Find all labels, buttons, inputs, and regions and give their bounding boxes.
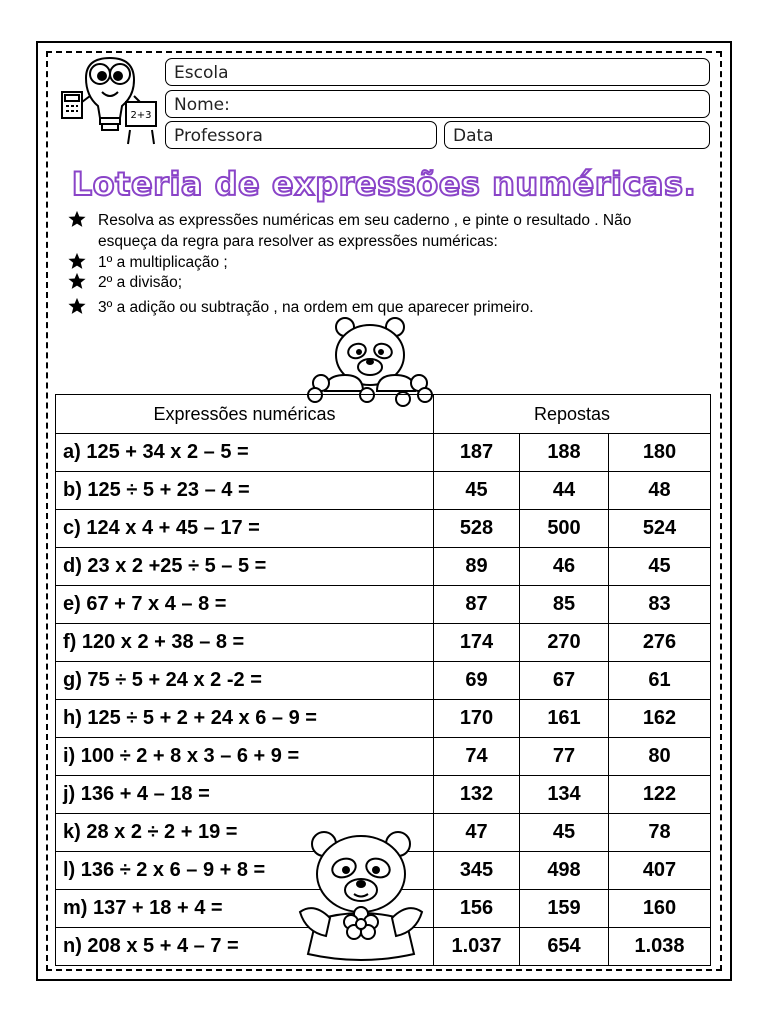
data-field[interactable] xyxy=(444,121,710,149)
instruction-item-2 xyxy=(68,252,708,273)
instruction-text: 2º a divisão; xyxy=(98,274,183,291)
escola-label: Escola xyxy=(174,63,229,83)
answer-cell[interactable]: 500 xyxy=(520,510,609,548)
answer-cell[interactable]: 1.038 xyxy=(609,928,711,966)
answer-cell[interactable]: 69 xyxy=(434,662,520,700)
expression-cell: k) 28 x 2 ÷ 2 + 19 = xyxy=(56,814,434,852)
expression-cell: j) 136 + 4 – 18 = xyxy=(56,776,434,814)
expression-cell: g) 75 ÷ 5 + 24 x 2 -2 = xyxy=(56,662,434,700)
expression-cell: h) 125 ÷ 5 + 2 + 24 x 6 – 9 = xyxy=(56,700,434,738)
answer-cell[interactable]: 134 xyxy=(520,776,609,814)
answer-cell[interactable]: 156 xyxy=(434,890,520,928)
expression-cell: d) 23 x 2 +25 ÷ 5 – 5 = xyxy=(56,548,434,586)
answer-cell[interactable]: 67 xyxy=(520,662,609,700)
answer-cell[interactable]: 89 xyxy=(434,548,520,586)
answer-cell[interactable]: 407 xyxy=(609,852,711,890)
answer-cell[interactable]: 61 xyxy=(609,662,711,700)
expression-cell: f) 120 x 2 + 38 – 8 = xyxy=(56,624,434,662)
answer-cell[interactable]: 276 xyxy=(609,624,711,662)
answer-cell[interactable]: 80 xyxy=(609,738,711,776)
answer-cell[interactable]: 45 xyxy=(434,472,520,510)
table-row xyxy=(56,700,711,738)
table-row xyxy=(56,434,711,472)
mascot-board-text: 2+3 xyxy=(130,110,152,121)
answer-cell[interactable]: 46 xyxy=(520,548,609,586)
answer-cell[interactable]: 159 xyxy=(520,890,609,928)
lightbulb-mascot-icon xyxy=(56,52,164,150)
answer-cell[interactable]: 83 xyxy=(609,586,711,624)
header-expressions: Expressões numéricas xyxy=(56,395,434,434)
expression-cell: c) 124 x 4 + 45 – 17 = xyxy=(56,510,434,548)
instruction-item-1 xyxy=(68,210,708,252)
instruction-item-3 xyxy=(68,272,708,293)
expression-cell: i) 100 ÷ 2 + 8 x 3 – 6 + 9 = xyxy=(56,738,434,776)
answer-cell[interactable]: 77 xyxy=(520,738,609,776)
answer-cell[interactable]: 524 xyxy=(609,510,711,548)
answer-cell[interactable]: 161 xyxy=(520,700,609,738)
instruction-text: 1º a multiplicação ; xyxy=(98,254,228,271)
page-title: Loteria de expressões numéricas. xyxy=(71,165,697,203)
expression-cell: b) 125 ÷ 5 + 23 – 4 = xyxy=(56,472,434,510)
escola-field[interactable] xyxy=(165,58,710,86)
answer-cell[interactable]: 170 xyxy=(434,700,520,738)
answer-cell[interactable]: 270 xyxy=(520,624,609,662)
answer-cell[interactable]: 78 xyxy=(609,814,711,852)
nome-field[interactable] xyxy=(165,90,710,118)
nome-label: Nome: xyxy=(174,95,230,115)
answer-cell[interactable]: 47 xyxy=(434,814,520,852)
star-bullet-icon xyxy=(68,272,86,290)
answer-cell[interactable]: 48 xyxy=(609,472,711,510)
table-row xyxy=(56,738,711,776)
table-row xyxy=(56,662,711,700)
answer-cell[interactable]: 188 xyxy=(520,434,609,472)
table-row xyxy=(56,510,711,548)
star-bullet-icon xyxy=(68,297,86,315)
expression-cell: m) 137 + 18 + 4 = xyxy=(56,890,434,928)
answer-cell[interactable]: 180 xyxy=(609,434,711,472)
table-row xyxy=(56,472,711,510)
answer-cell[interactable]: 85 xyxy=(520,586,609,624)
star-bullet-icon xyxy=(68,210,86,228)
answer-cell[interactable]: 160 xyxy=(609,890,711,928)
answer-cell[interactable]: 122 xyxy=(609,776,711,814)
answer-cell[interactable]: 87 xyxy=(434,586,520,624)
professora-field[interactable] xyxy=(165,121,437,149)
header-answers: Repostas xyxy=(434,395,711,434)
star-bullet-icon xyxy=(68,252,86,270)
answer-cell[interactable]: 162 xyxy=(609,700,711,738)
answer-cell[interactable]: 45 xyxy=(609,548,711,586)
table-row xyxy=(56,624,711,662)
expression-cell: l) 136 ÷ 2 x 6 – 9 + 8 = xyxy=(56,852,434,890)
instruction-text: 3º a adição ou subtração , na ordem em que aparecer primeiro. xyxy=(98,299,534,316)
answer-cell[interactable]: 74 xyxy=(434,738,520,776)
instruction-item-4 xyxy=(68,297,708,318)
bear-holding-flower-icon xyxy=(296,826,426,966)
table-row xyxy=(56,776,711,814)
answer-cell[interactable]: 45 xyxy=(520,814,609,852)
answer-cell[interactable]: 187 xyxy=(434,434,520,472)
expression-cell: n) 208 x 5 + 4 – 7 = xyxy=(56,928,434,966)
table-row xyxy=(56,548,711,586)
answer-cell[interactable]: 498 xyxy=(520,852,609,890)
expression-cell: e) 67 + 7 x 4 – 8 = xyxy=(56,586,434,624)
data-label: Data xyxy=(453,126,494,146)
answer-cell[interactable]: 654 xyxy=(520,928,609,966)
answer-cell[interactable]: 44 xyxy=(520,472,609,510)
professora-label: Professora xyxy=(174,126,263,146)
answer-cell[interactable]: 1.037 xyxy=(434,928,520,966)
instruction-text-line2: esqueça da regra para resolver as expressões numéricas: xyxy=(98,233,498,250)
expression-cell: a) 125 + 34 x 2 – 5 = xyxy=(56,434,434,472)
answer-cell[interactable]: 174 xyxy=(434,624,520,662)
answer-cell[interactable]: 528 xyxy=(434,510,520,548)
table-row xyxy=(56,586,711,624)
instruction-text-line1: Resolva as expressões numéricas em seu caderno , e pinte o resultado . Não xyxy=(98,212,632,229)
answer-cell[interactable]: 132 xyxy=(434,776,520,814)
answer-cell[interactable]: 345 xyxy=(434,852,520,890)
